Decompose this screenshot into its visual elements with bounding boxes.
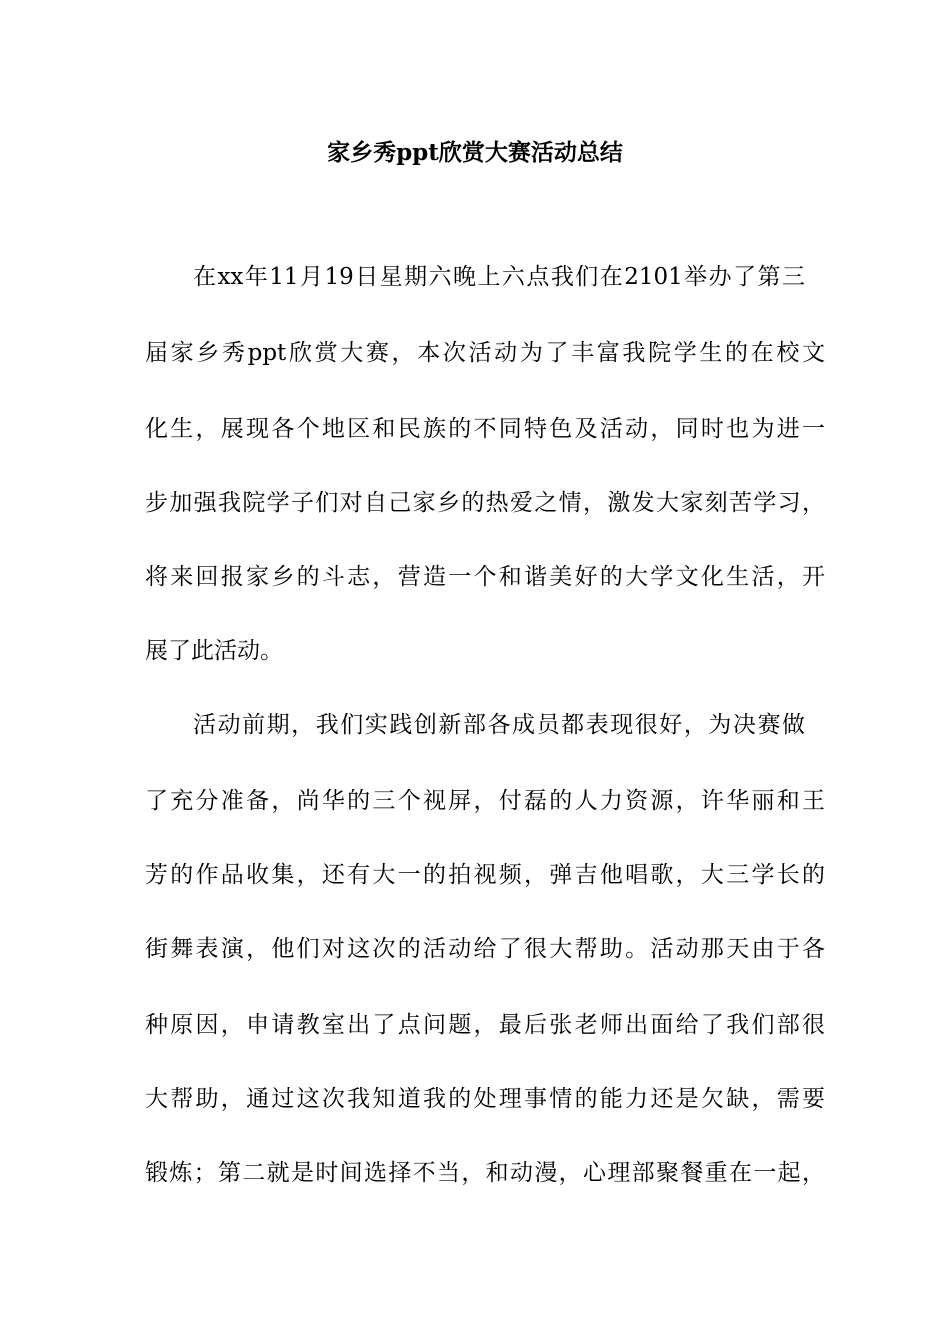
text-line: 街舞表演，他们对这次的活动给了很大帮助。活动那天由于各 <box>145 936 825 962</box>
text-line: 种原因，申请教室出了点问题，最后张老师出面给了我们部很 <box>145 1012 825 1038</box>
text-line: 了充分准备，尚华的三个视屏，付磊的人力资源，许华丽和王 <box>145 788 825 814</box>
text-line: 届家乡秀ppt欣赏大赛，本次活动为了丰富我院学生的在校文 <box>145 340 825 366</box>
text-line: 大帮助，通过这次我知道我的处理事情的能力还是欠缺，需要 <box>145 1086 825 1112</box>
text-line: 活动前期，我们实践创新部各成员都表现很好，为决赛做 <box>193 712 805 738</box>
text-line: 在xx年11月19日星期六晚上六点我们在2101举办了第三 <box>193 264 805 290</box>
text-line: 展了此活动。 <box>145 638 283 664</box>
text-line: 将来回报家乡的斗志，营造一个和谐美好的大学文化生活，开 <box>145 564 825 590</box>
text-line: 锻炼；第二就是时间选择不当，和动漫，心理部聚餐重在一起， <box>145 1160 825 1186</box>
text-line: 步加强我院学子们对自己家乡的热爱之情，激发大家刻苦学习， <box>145 490 825 516</box>
document-title: 家乡秀ppt欣赏大赛活动总结 <box>327 139 623 166</box>
text-line: 化生，展现各个地区和民族的不同特色及活动，同时也为进一 <box>145 416 825 442</box>
text-line: 芳的作品收集，还有大一的拍视频，弹吉他唱歌，大三学长的 <box>145 862 825 888</box>
